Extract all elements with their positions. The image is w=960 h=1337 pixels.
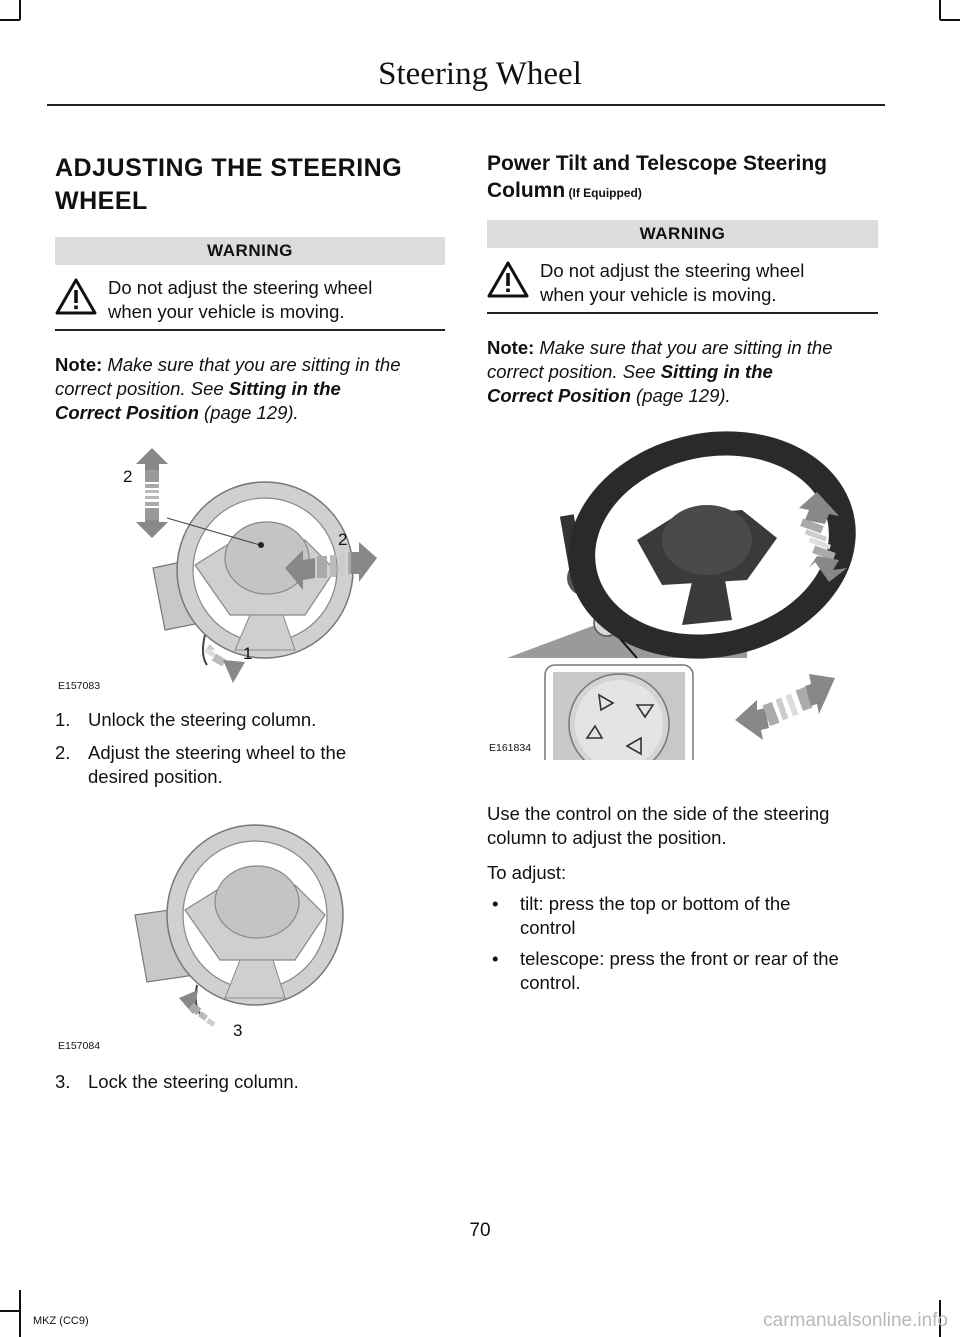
subsection-heading (487, 150, 827, 207)
warning-text-line2: when your vehicle is moving. (108, 301, 345, 322)
crop-mark (940, 19, 960, 21)
to-adjust-label: To adjust: (487, 862, 567, 883)
crop-mark (19, 1290, 21, 1337)
subsection-heading-line2: Column (487, 179, 566, 202)
step-number: 3. (55, 1071, 71, 1092)
note-link[interactable]: Sitting in the (660, 361, 773, 382)
warning-divider (55, 329, 445, 331)
note (55, 353, 445, 425)
bullet-text: tilt: press the top or bottom of the (520, 893, 791, 914)
callout-2a: 2 (123, 467, 133, 486)
step-text: Unlock the steering column. (88, 709, 317, 730)
warning-label: WARNING (55, 237, 445, 265)
warning-label: WARNING (487, 220, 878, 248)
step-number: 2. (55, 742, 71, 763)
crop-mark (0, 19, 20, 21)
warning-triangle-icon (55, 278, 97, 316)
bullet-text: control. (520, 972, 581, 993)
section-heading (55, 152, 402, 218)
figure-steering-adjust (55, 440, 445, 695)
figure-power-tilt (487, 420, 878, 760)
header-divider (47, 104, 885, 106)
figure-id: E161834 (489, 742, 532, 754)
power-steering-illustration (487, 420, 878, 760)
section-heading-line2: WHEEL (55, 187, 148, 215)
note-link[interactable]: Correct Position (55, 402, 199, 423)
bullet-dot: • (492, 948, 499, 969)
page-number: 70 (469, 1220, 491, 1241)
figure-steering-lock (55, 800, 445, 1058)
step-text: desired position. (88, 766, 223, 787)
warning-text-line2: when your vehicle is moving. (540, 284, 777, 305)
step-number: 1. (55, 709, 71, 730)
figure-id: E157083 (58, 680, 101, 692)
page-header-title: Steering Wheel (378, 56, 582, 92)
note-text: Make sure that you are sitting in the (102, 354, 401, 375)
steering-wheel-illustration (55, 800, 445, 1058)
warning-text-line1: Do not adjust the steering wheel (108, 277, 373, 298)
subsection-heading-line1: Power Tilt and Telescope Steering (487, 152, 827, 175)
note-link[interactable]: Sitting in the (228, 378, 341, 399)
bullet-dot: • (492, 893, 499, 914)
callout-2b: 2 (338, 530, 348, 549)
note-page-ref: (page 129). (630, 385, 731, 406)
warning-text-line1: Do not adjust the steering wheel (540, 260, 805, 281)
warning-divider (487, 312, 878, 314)
crop-mark (0, 1310, 20, 1312)
crop-mark (939, 0, 941, 20)
step-text: Lock the steering column. (88, 1071, 299, 1092)
tilt-arrow-icon (136, 448, 168, 538)
note-label: Note: (487, 337, 535, 358)
callout-3: 3 (233, 1021, 243, 1040)
note-label: Note: (55, 354, 103, 375)
note-page-ref: (page 129). (198, 402, 299, 423)
section-heading-line1: ADJUSTING THE STEERING (55, 154, 403, 182)
model-code: MKZ (CC9) (33, 1315, 89, 1327)
lock-arrow-icon (179, 990, 215, 1027)
note (487, 336, 878, 408)
note-text: correct position. See (487, 361, 661, 382)
step-text: Adjust the steering wheel to the (88, 742, 347, 763)
paragraph-line: Use the control on the side of the steering (487, 803, 830, 824)
telescope-arrow-icon (735, 674, 835, 740)
warning-box (55, 276, 445, 332)
note-text: Make sure that you are sitting in the (534, 337, 833, 358)
control-inset (545, 665, 693, 760)
warning-box (487, 259, 878, 315)
note-link[interactable]: Correct Position (487, 385, 631, 406)
instruction-paragraph (487, 802, 878, 850)
bullet-text: telescope: press the front or rear of the (520, 948, 839, 969)
note-text: correct position. See (55, 378, 229, 399)
if-equipped-label: (If Equipped) (565, 186, 642, 200)
watermark: carmanualsonline.info (763, 1310, 948, 1331)
callout-1: 1 (243, 644, 253, 663)
warning-triangle-icon (487, 261, 529, 299)
bullet-text: control (520, 917, 576, 938)
paragraph-line: column to adjust the position. (487, 827, 727, 848)
crop-mark (19, 0, 21, 20)
steering-wheel-illustration (55, 440, 445, 695)
figure-id: E157084 (58, 1040, 101, 1052)
